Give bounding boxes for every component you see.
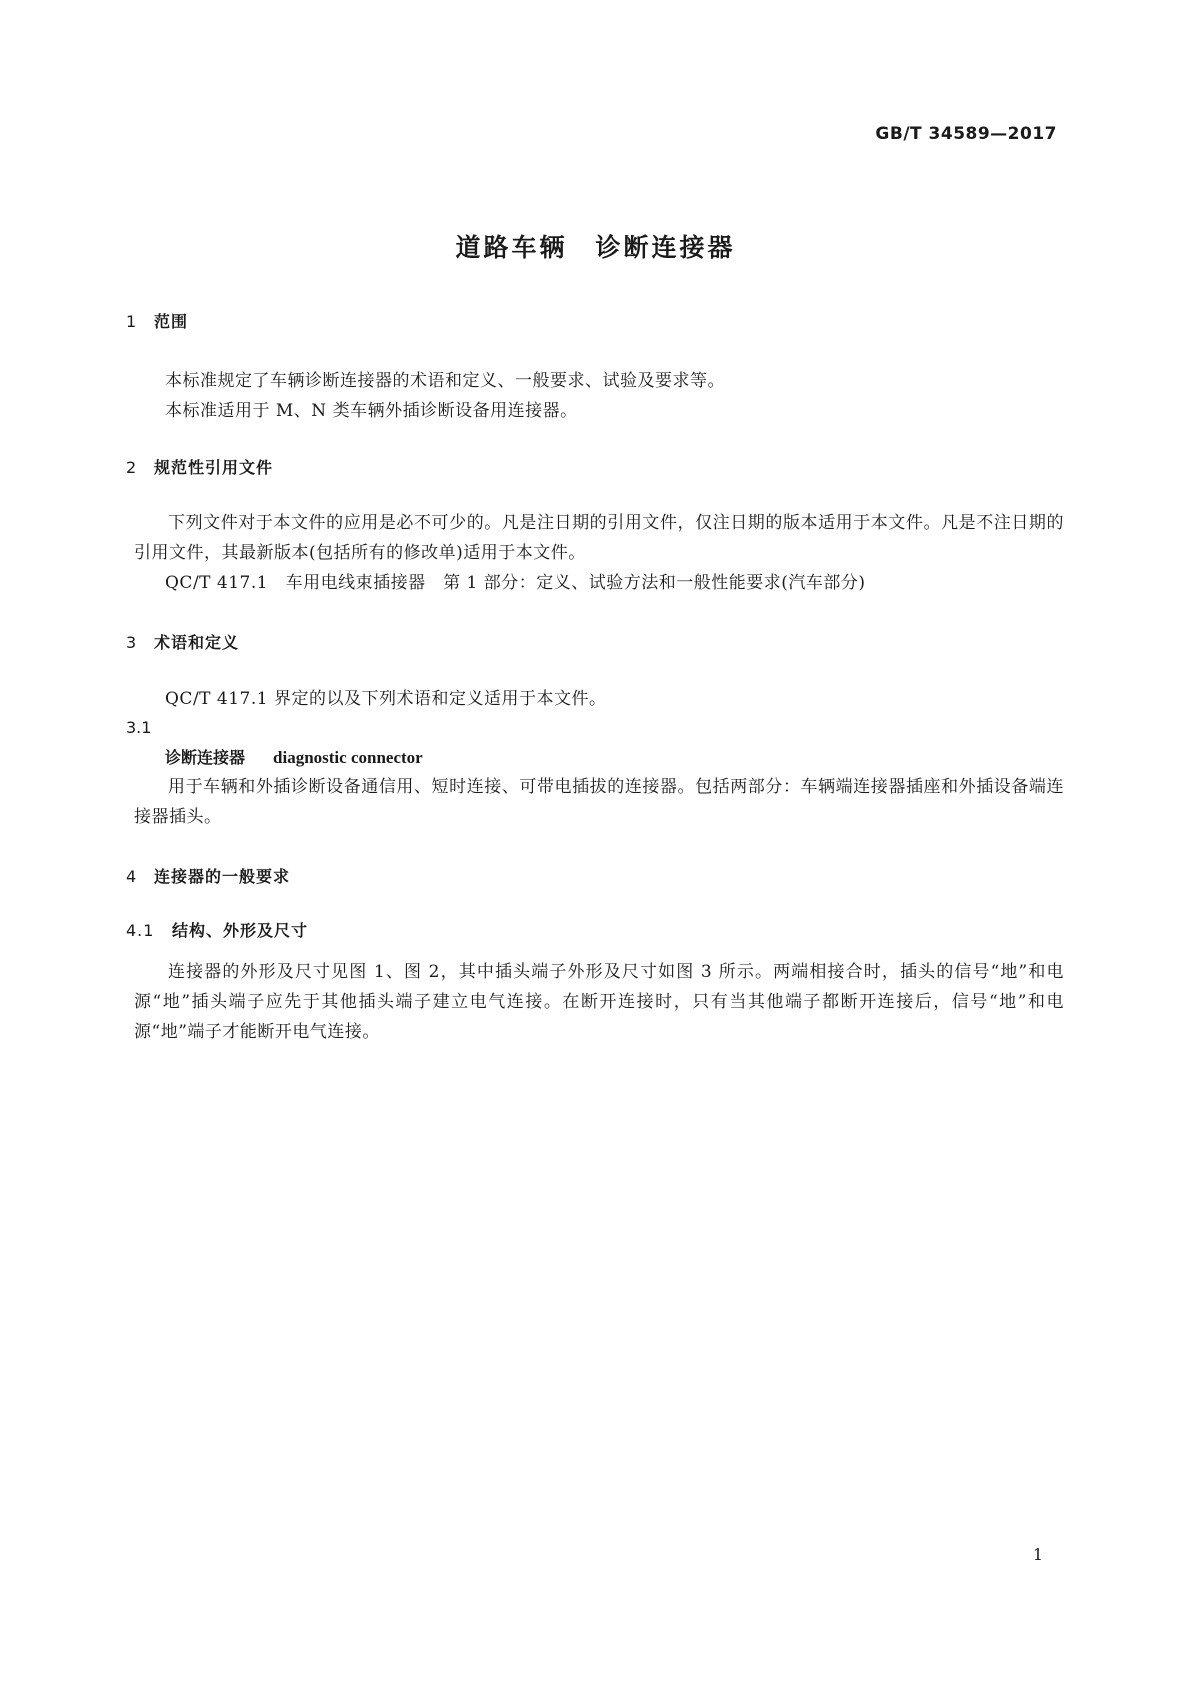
section-1-heading bbox=[126, 309, 188, 332]
section-number: 2 bbox=[126, 458, 138, 477]
section-title: 连接器的一般要求 bbox=[154, 867, 291, 886]
paragraph: 连接器的外形及尺寸见图 1、图 2，其中插头端子外形及尺寸如图 3 所示。两端相接合时，插头的信号“地”和电源“地”插头端子应先于其他插头端子建立电气连接。在断开连接时，只有当其他端子都断开连接后，信号“地”和电源“地”端子才能断开电气连接。 bbox=[134, 962, 1064, 1042]
section-number: 1 bbox=[126, 312, 138, 331]
term-number: 3.1 bbox=[126, 718, 152, 737]
paragraph: 本标准适用于 M、N 类车辆外插诊断设备用连接器。 bbox=[165, 401, 578, 421]
paragraph-block bbox=[134, 957, 1064, 1047]
section-2-heading bbox=[126, 455, 273, 478]
term-definition: 用于车辆和外插诊断设备通信用、短时连接、可带电插拔的连接器。包括两部分：车辆端连接器插座和外插设备端连接器插头。 bbox=[134, 777, 1064, 827]
subsection-4-1-heading bbox=[126, 918, 308, 941]
page-title: 道路车辆 诊断连接器 bbox=[455, 233, 736, 262]
document-code: GB/T 34589—2017 bbox=[875, 124, 1057, 144]
paragraph: 本标准规定了车辆诊断连接器的术语和定义、一般要求、试验及要求等。 bbox=[165, 371, 725, 391]
section-4-heading bbox=[126, 864, 290, 887]
paragraph: QC/T 417.1 界定的以及下列术语和定义适用于本文件。 bbox=[165, 689, 607, 709]
term-chinese: 诊断连接器 bbox=[165, 748, 246, 767]
section-number: 4 bbox=[126, 867, 138, 886]
subsection-title: 结构、外形及尺寸 bbox=[172, 921, 309, 940]
paragraph: 下列文件对于本文件的应用是必不可少的。凡是注日期的引用文件，仅注日期的版本适用于本文件。凡是不注日期的引用文件，其最新版本(包括所有的修改单)适用于本文件。 bbox=[134, 513, 1064, 563]
normative-reference: QC/T 417.1 车用电线束插接器 第 1 部分：定义、试验方法和一般性能要求(汽车部分) bbox=[165, 573, 866, 593]
term-english: diagnostic connector bbox=[273, 748, 423, 767]
paragraph-block bbox=[134, 508, 1064, 568]
section-3-heading bbox=[126, 630, 239, 653]
section-title: 术语和定义 bbox=[154, 633, 240, 652]
term-entry bbox=[165, 745, 423, 768]
section-number: 3 bbox=[126, 633, 138, 652]
subsection-number: 4.1 bbox=[126, 921, 155, 940]
section-title: 范围 bbox=[154, 312, 189, 331]
page-number: 1 bbox=[1032, 1545, 1043, 1564]
section-title: 规范性引用文件 bbox=[154, 458, 274, 477]
definition-block bbox=[134, 772, 1064, 832]
